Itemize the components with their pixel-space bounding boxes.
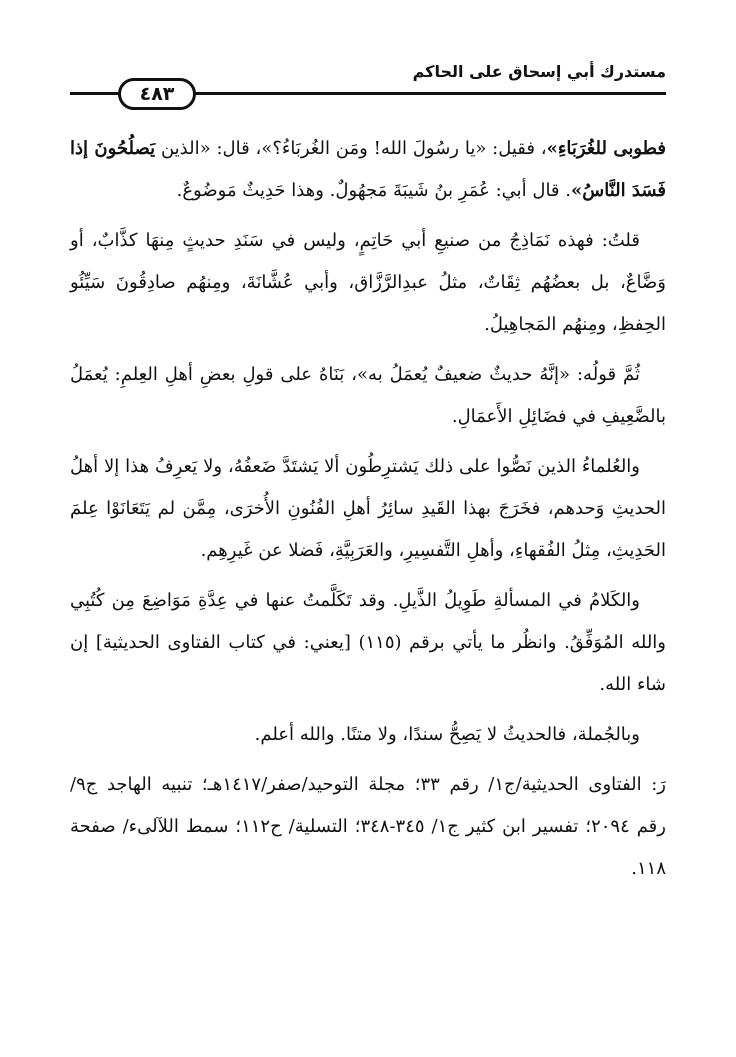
- page-number-badge: ٤٨٣: [118, 78, 196, 110]
- paragraph-5: والكَلامُ في المسألةِ طَوِيلُ الذَّيلِ. وقد تَكَلَّمتُ عنها في عِدَّةِ مَوَاضِعَ مِن كُتُبِي والله المُوَفِّقُ. وانظُر ما يأتي برقم (١١٥) [يعني: في كتاب الفتاوى الحديثية] إن شاء الله.: [70, 590, 666, 695]
- hadith-quote-1: فطوبى للغُرَبَاءِ»: [546, 138, 667, 159]
- page-body: [70, 128, 666, 898]
- references-note: رَ: الفتاوى الحديثية/ج١/ رقم ٣٣؛ مجلة التوحيد/صفر/١٤١٧هـ؛ تنبيه الهاجد ج٩/ رقم ٢٠٩٤؛ تفسير ابن كثير ج١/ ٣٤٥-٣٤٨؛ التسلية/ ح١١٢؛ سمط اللآلىء/ صفحة ١١٨.: [70, 774, 666, 879]
- running-title: مستدرك أبي إسحاق على الحاكم: [412, 62, 666, 81]
- paragraph-4: والعُلماءُ الذين نَصُّوا على ذلك يَشترِطُون ألا يَشتَدَّ ضَعفُهُ، ولا يَعرِفُ هذا إلا أهلُ الحديثِ وَحدهم، فخَرَجَ بهذا القَيدِ سائِرُ أهلِ الفُنُونِ الأُخرَى، مِمَّن لم يَتَعَانَوْا عِلمَ الحَدِيثِ، مِثلُ الفُقهاءِ، وأهلِ التَّفسِيرِ، والعَرَبِيَّةِ، فَضلا عن غَيرِهِم.: [70, 456, 666, 561]
- paragraph-1-text-b: . قال أبي: عُمَرِ بنُ شَيبَةَ مَجهُولٌ. وهذا حَدِيثٌ مَوضُوعٌ.: [176, 180, 571, 201]
- paragraph-3: ثُمَّ قولُه: «إنَّهُ حديثٌ ضعيفٌ يُعمَلُ به»، بَنَاهُ على قولِ بعضِ أهلِ العِلمِ: يُعمَلُ بالضَّعِيفِ في فضَائِلِ الأَعمَالِ.: [70, 364, 666, 427]
- page-header: [70, 60, 666, 106]
- paragraph-6: وبالجُملة، فالحديثُ لا يَصِحُّ سندًا، ولا متنًا. والله أعلم.: [254, 724, 640, 745]
- hadith-quote-2: يَصلُحُونَ إذا فَسَدَ النَّاسُ»: [70, 138, 666, 201]
- paragraph-1-text-a: ، فقيل: «يا رسُولَ الله! ومَن الغُربَاءُ؟»، قال: «الذين: [160, 138, 547, 159]
- paragraph-1: [70, 128, 666, 212]
- paragraph-2: قلتُ: فهذه نَمَاذِجُ من صنيعِ أبي حَاتِمٍ، وليس في سَنَدِ حديثٍ مِنهَا كذَّابٌ، أو وَضَّاعٌ، بل بعضُهُم ثِقَاتٌ، مثلُ عبدِالرَّزَّاق، وأبي عُشَّانَةَ، ومِنهُم صادِقُونَ سَيِّئُو الحِفظِ، ومِنهُم المَجاهِيلُ.: [70, 230, 666, 335]
